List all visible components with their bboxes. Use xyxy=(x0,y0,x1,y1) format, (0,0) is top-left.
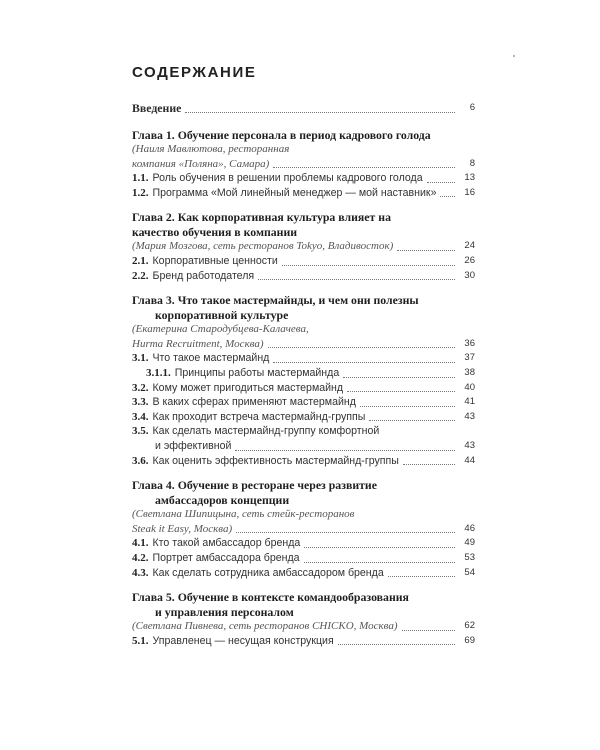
dot-leader xyxy=(185,111,455,113)
page-number: 8 xyxy=(469,157,475,169)
chapter-3 xyxy=(132,293,475,468)
chapter-2 xyxy=(132,210,475,283)
dot-leader xyxy=(236,531,455,533)
page-number: 44 xyxy=(464,454,475,466)
author-line: Hurma Recruitment, Москва) xyxy=(132,337,264,350)
toc-entry[interactable] xyxy=(132,366,475,381)
page-number: 36 xyxy=(464,337,475,349)
dot-leader xyxy=(338,643,455,645)
section-number: 3.4. xyxy=(132,410,149,423)
page-number: 53 xyxy=(464,551,475,563)
section-number: 3.3. xyxy=(132,396,149,409)
toc-entry[interactable] xyxy=(132,395,475,410)
toc-entry[interactable] xyxy=(132,454,475,469)
toc-entry[interactable] xyxy=(132,619,475,634)
section-label: В каких сферах применяют мастермайнд xyxy=(152,396,356,409)
dot-leader xyxy=(282,264,455,266)
author-line: (Светлана Пивнева, сеть ресторанов CHICKO, Москва) xyxy=(132,620,398,633)
dot-leader xyxy=(273,166,455,168)
toc-entry[interactable] xyxy=(132,351,475,366)
author-line: Steak it Easy, Москва) xyxy=(132,522,233,535)
section-label: Что такое мастермайнд xyxy=(152,352,270,365)
section-number: 3.5. xyxy=(132,425,149,438)
dot-leader xyxy=(388,575,455,577)
section-number: 3.2. xyxy=(132,381,149,394)
dot-leader xyxy=(273,361,455,363)
page-number: 41 xyxy=(464,396,475,408)
page-number: 69 xyxy=(464,634,475,646)
toc-intro xyxy=(132,101,475,116)
section-label: Бренд работодателя xyxy=(152,269,255,282)
toc-entry[interactable] xyxy=(132,171,475,186)
dot-leader xyxy=(402,629,455,631)
dot-leader xyxy=(427,181,455,183)
page-number: 6 xyxy=(469,102,475,113)
page-number: 43 xyxy=(464,410,475,422)
toc-entry[interactable] xyxy=(132,186,475,201)
page-number: 43 xyxy=(464,440,475,451)
toc-entry[interactable] xyxy=(132,522,475,537)
chapter-title[interactable]: Глава 2. Как корпоративная культура влияет на качество обучения в компании xyxy=(132,210,391,239)
section-number: 3.1. xyxy=(132,352,149,365)
dot-leader xyxy=(397,249,455,251)
section-label: Как оценить эффективность мастермайнд-группы xyxy=(152,454,399,467)
dot-leader xyxy=(268,346,455,348)
chapter-title[interactable]: Глава 3. Что такое мастермайнды, и чем они полезны корпоративной культуре xyxy=(132,293,419,322)
chapter-4 xyxy=(132,478,475,580)
dot-leader xyxy=(343,376,455,378)
section-label: Как сделать мастермайнд-группу комфортной xyxy=(152,425,380,438)
page-number: 24 xyxy=(464,240,475,252)
dot-leader xyxy=(369,419,455,421)
section-number: 2.2. xyxy=(132,269,149,282)
author-line: (Светлана Шипицына, сеть стейк-ресторанов xyxy=(132,508,355,521)
page-number: 38 xyxy=(464,367,475,379)
author-line: (Наиля Мавлютова, ресторанная xyxy=(132,143,290,156)
toc-entry[interactable] xyxy=(132,254,475,269)
dot-leader xyxy=(258,278,455,280)
section-label: Корпоративные ценности xyxy=(152,255,278,268)
chapter-title[interactable]: Глава 4. Обучение в ресторане через развитие амбассадоров концепции xyxy=(132,478,377,507)
section-label: Как проходит встреча мастермайнд-группы xyxy=(152,410,366,423)
toc-entry[interactable] xyxy=(132,239,475,254)
page-number: 49 xyxy=(464,537,475,549)
dot-leader xyxy=(304,561,455,563)
section-label: Программа «Мой линейный менеджер — мой наставник» xyxy=(152,186,437,199)
toc-entry-multiline[interactable] xyxy=(132,424,475,439)
section-number: 3.6. xyxy=(132,454,149,467)
section-label: Принципы работы мастермайнда xyxy=(174,367,340,380)
section-number: 1.2. xyxy=(132,186,149,199)
toc-entry[interactable] xyxy=(132,410,475,425)
toc-entry[interactable] xyxy=(132,101,475,116)
toc-entry[interactable] xyxy=(132,337,475,352)
page-number: 40 xyxy=(464,381,475,393)
dot-leader xyxy=(360,405,455,407)
table-of-contents xyxy=(132,101,475,658)
toc-entry[interactable] xyxy=(132,634,475,649)
page-number: 37 xyxy=(464,352,475,364)
dot-leader xyxy=(403,463,455,465)
chapter-1 xyxy=(132,128,475,201)
toc-entry[interactable] xyxy=(132,536,475,551)
section-number: 2.1. xyxy=(132,255,149,268)
dot-leader xyxy=(235,449,455,451)
section-number: 3.1.1. xyxy=(146,367,171,380)
section-label: Как сделать сотрудника амбассадором бренда xyxy=(152,566,384,579)
section-label: Кто такой амбассадор бренда xyxy=(152,537,301,550)
section-number: 4.2. xyxy=(132,551,149,564)
toc-entry[interactable] xyxy=(132,551,475,566)
page-number: 62 xyxy=(464,620,475,632)
page-number: 46 xyxy=(464,522,475,534)
toc-entry[interactable] xyxy=(132,269,475,284)
page-number: 13 xyxy=(464,172,475,184)
dot-leader xyxy=(440,195,455,197)
chapter-5 xyxy=(132,590,475,648)
section-label-continuation: и эффективной xyxy=(155,440,232,452)
dot-leader xyxy=(347,390,455,392)
section-number: 4.1. xyxy=(132,537,149,550)
toc-entry[interactable] xyxy=(132,381,475,396)
toc-entry[interactable] xyxy=(132,157,475,172)
page-number: 54 xyxy=(464,566,475,578)
toc-entry[interactable] xyxy=(132,566,475,581)
author-line: (Екатерина Стародубцева-Калачева, xyxy=(132,323,309,336)
page-title: СОДЕРЖАНИЕ xyxy=(132,64,257,81)
section-number: 1.1. xyxy=(132,172,149,185)
page-number: 16 xyxy=(464,186,475,198)
author-line: компания «Поляна», Самара) xyxy=(132,157,270,170)
section-number: 4.3. xyxy=(132,566,149,579)
page-number: 30 xyxy=(464,269,475,281)
author-line: (Мария Мозгова, сеть ресторанов Tokyo, Владивосток) xyxy=(132,240,394,253)
print-speck xyxy=(513,55,515,57)
entry-label: Введение xyxy=(132,101,182,115)
section-number: 5.1. xyxy=(132,634,149,647)
chapter-title[interactable]: Глава 5. Обучение в контексте командообразования и управления персоналом xyxy=(132,590,409,619)
section-label: Роль обучения в решении проблемы кадрового голода xyxy=(152,172,423,185)
page-number: 26 xyxy=(464,255,475,267)
dot-leader xyxy=(304,546,455,548)
chapter-title[interactable]: Глава 1. Обучение персонала в период кадрового голода xyxy=(132,127,431,142)
section-label: Кому может пригодиться мастермайнд xyxy=(152,381,344,394)
section-label: Портрет амбассадора бренда xyxy=(152,551,300,564)
toc-entry[interactable] xyxy=(132,439,475,454)
section-label: Управленец — несущая конструкция xyxy=(152,634,334,647)
